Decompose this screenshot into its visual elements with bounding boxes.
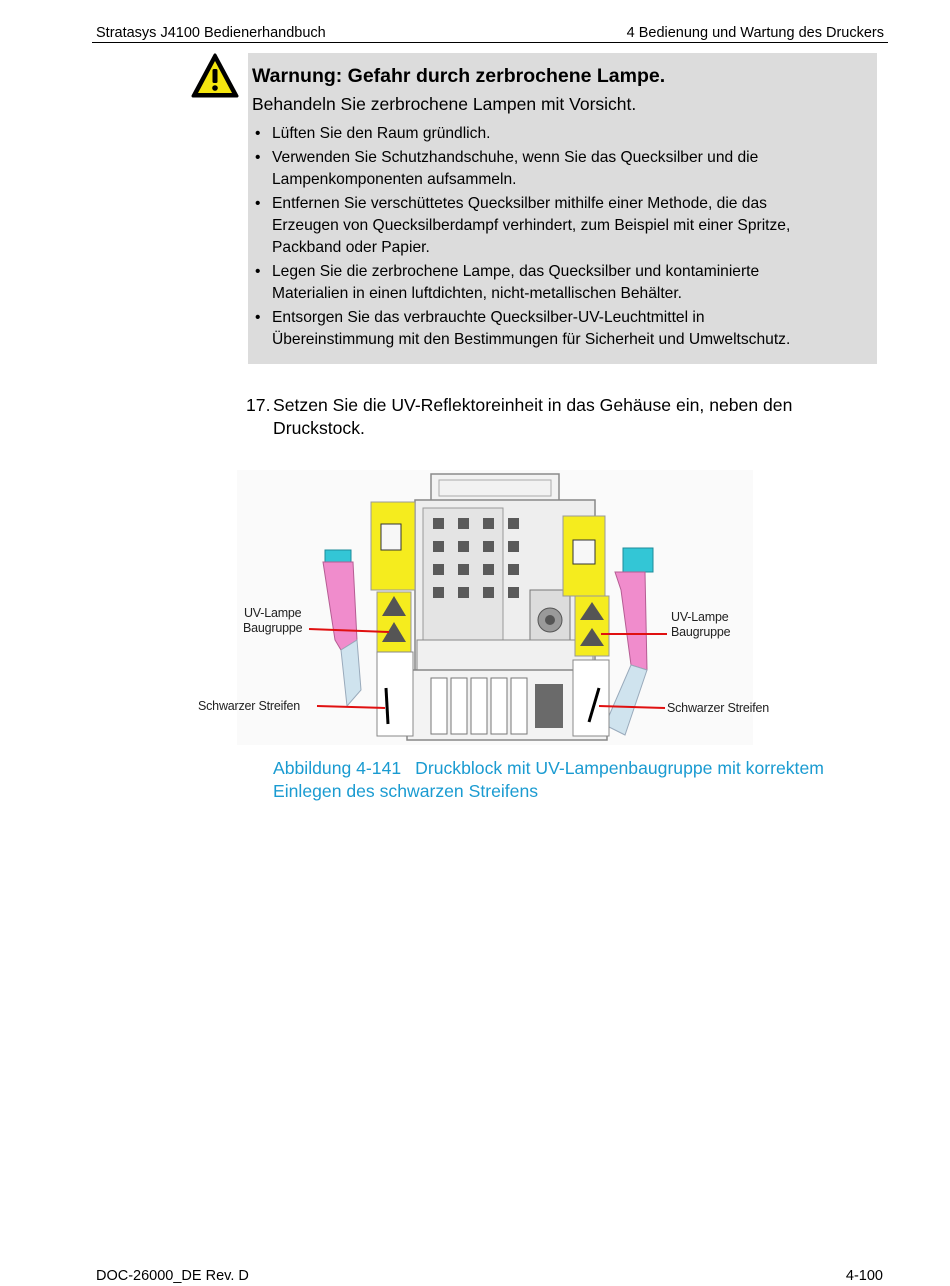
warning-list-item <box>252 307 863 351</box>
header-document-title: Stratasys J4100 Bedienerhandbuch <box>96 25 326 41</box>
bullet: • <box>255 125 261 142</box>
caption-line: Druckblock mit UV-Lampenbaugruppe mit korrektem <box>415 758 824 778</box>
warning-triangle-icon <box>190 52 240 100</box>
warning-item-line: Übereinstimmung mit den Bestimmungen für Sicherheit und Umweltschutz. <box>272 331 791 348</box>
footer-doc-id: DOC-26000_DE Rev. D <box>96 1268 249 1284</box>
procedure-step <box>246 394 846 440</box>
step-line: Druckstock. <box>273 418 365 438</box>
warning-item-line: Legen Sie die zerbrochene Lampe, das Quecksilber und kontaminierte <box>272 263 760 280</box>
callout-line: UV-Lampe <box>671 610 729 624</box>
warning-item-line: Lüften Sie den Raum gründlich. <box>272 125 491 142</box>
bullet: • <box>255 309 261 326</box>
uv-lamp-left-callout <box>243 606 302 636</box>
callout-line: Baugruppe <box>243 621 303 635</box>
callout-line: UV-Lampe <box>243 606 302 620</box>
caption-line: Einlegen des schwarzen Streifens <box>273 781 539 801</box>
warning-list <box>252 123 863 351</box>
warning-item-line: Entfernen Sie verschüttetes Quecksilber mithilfe einer Methode, die das <box>272 195 767 212</box>
warning-title: Warnung: Gefahr durch zerbrochene Lampe. <box>252 65 666 87</box>
bullet: • <box>255 263 261 280</box>
warning-list-item <box>252 261 863 305</box>
warning-item-line: Lampenkomponenten aufsammeln. <box>272 171 517 188</box>
warning-list-item <box>252 193 863 259</box>
step-number: 17. <box>246 395 271 415</box>
warning-item-line: Erzeugen von Quecksilberdampf verhindert, zum Beispiel mit einer Spritze, <box>272 217 791 234</box>
warning-item-line: Materialien in einen luftdichten, nicht-metallischen Behälter. <box>272 285 682 302</box>
warning-list-item <box>252 123 863 145</box>
page-header <box>92 24 888 43</box>
bullet: • <box>255 195 261 212</box>
footer-page-number: 4-100 <box>845 1268 883 1284</box>
warning-subtitle: Behandeln Sie zerbrochene Lampen mit Vorsicht. <box>252 94 637 114</box>
print-block-figure <box>195 470 795 745</box>
warning-item-line: Packband oder Papier. <box>272 239 430 256</box>
callout-line: Baugruppe <box>671 625 731 639</box>
warning-item-line: Entsorgen Sie das verbrauchte Quecksilber-UV-Leuchtmittel in <box>272 309 705 326</box>
uv-lamp-right-callout <box>671 610 730 640</box>
step-text <box>246 394 846 440</box>
bullet: • <box>255 149 261 166</box>
figure-number: Abbildung 4-141 <box>273 758 402 778</box>
warning-list-item <box>252 147 863 191</box>
black-strip-right-callout: Schwarzer Streifen <box>667 701 769 715</box>
black-strip-left-callout: Schwarzer Streifen <box>198 699 300 713</box>
figure-caption <box>273 757 873 803</box>
header-chapter-title: 4 Bedienung und Wartung des Druckers <box>626 25 884 41</box>
warning-box <box>248 53 877 364</box>
step-line: Setzen Sie die UV-Reflektoreinheit in das Gehäuse ein, neben den <box>273 395 793 415</box>
warning-item-line: Verwenden Sie Schutzhandschuhe, wenn Sie das Quecksilber und die <box>272 149 759 166</box>
